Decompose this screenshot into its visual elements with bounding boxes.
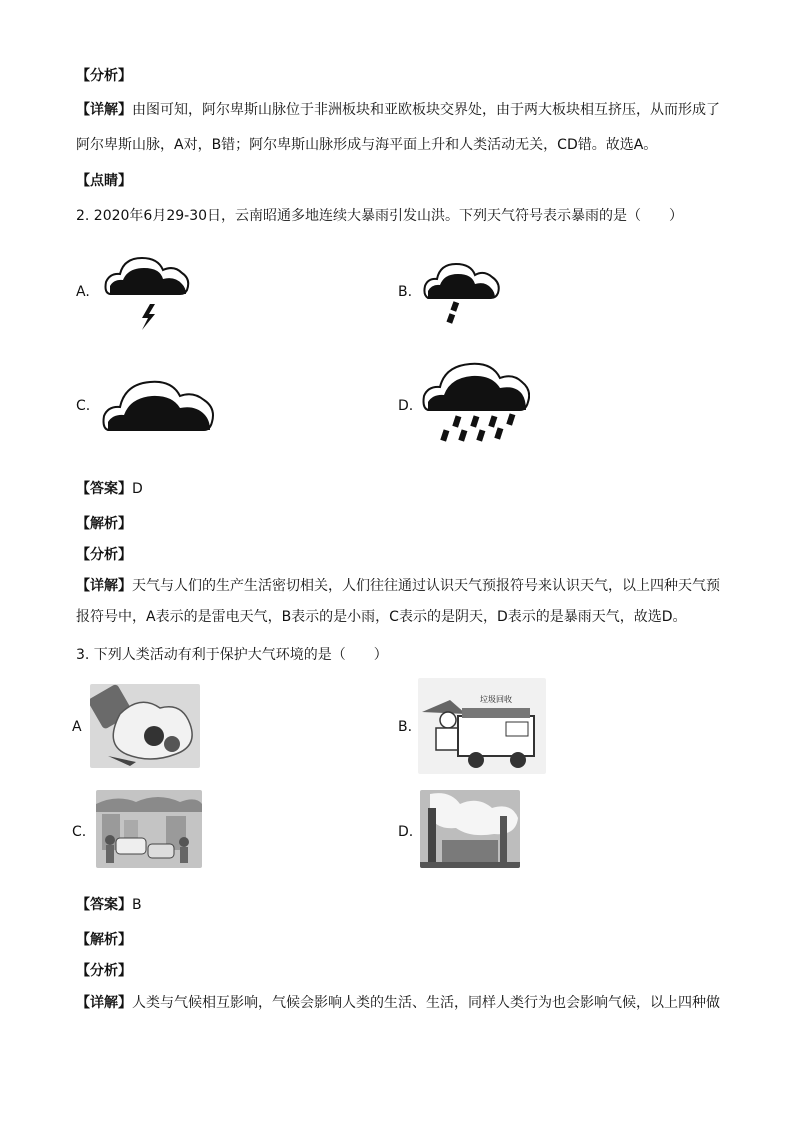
q3-option-d-label: D. (398, 824, 414, 840)
truck-sign-text: 垃圾回收 (480, 695, 512, 704)
fireworks-smoke-image (90, 684, 200, 768)
recycling-truck-image (418, 678, 546, 774)
detail-paragraph-line2: 阿尔卑斯山脉，A对，B错；阿尔卑斯山脉形成与海平面上升和人类活动无关，CD错。故选A。 (76, 137, 658, 153)
answer-value: B (132, 897, 142, 913)
thunderstorm-icon (100, 246, 195, 336)
q2-option-b-label: B. (398, 284, 413, 300)
answer-value: D (132, 481, 143, 497)
q2-detail-line2: 报符号中，A表示的是雷电天气，B表示的是小雨，C表示的是阴天，D表示的是暴雨天气，故选D。 (76, 609, 687, 625)
q2-option-c-label: C. (76, 398, 91, 414)
q3-detail-line1 (76, 993, 720, 1013)
detail-text: 由图可知，阿尔卑斯山脉位于非洲板块和亚欧板块交界处，由于两大板块相互挤压，从而形成了 (132, 102, 720, 118)
q3-analysis-heading: 【分析】 (76, 963, 132, 979)
q2-detail-line1 (76, 576, 720, 596)
q3-option-a-label: A (72, 719, 82, 735)
analysis-heading: 【分析】 (76, 68, 132, 84)
detail-paragraph-line1 (76, 100, 720, 120)
q3-answer-line (76, 895, 142, 915)
rainstorm-icon (420, 352, 530, 452)
factory-smoke-image (420, 790, 520, 868)
overcast-icon (100, 362, 225, 442)
q3-explanation-heading: 【解析】 (76, 932, 132, 948)
detail-tag: 【详解】 (76, 578, 132, 594)
detail-text: 人类与气候相互影响，气候会影响人类的生活、生活，同样人类行为也会影响气候，以上四种做 (132, 995, 720, 1011)
q2-option-a-label: A. (76, 284, 90, 300)
detail-tag: 【详解】 (76, 995, 132, 1011)
question-2-stem: 2. 2020年6月29-30日，云南昭通多地连续大暴雨引发山洪。下列天气符号表示暴雨的是（ ） (76, 208, 684, 224)
q3-option-c-label: C. (72, 824, 87, 840)
q2-analysis-heading: 【分析】 (76, 547, 132, 563)
detail-text: 天气与人们的生产生活密切相关，人们往往通过认识天气预报符号来认识天气，以上四种天气预 (132, 578, 720, 594)
q2-answer-line (76, 479, 143, 499)
light-rain-icon (422, 240, 507, 330)
traffic-smog-image (96, 790, 202, 868)
answer-tag: 【答案】 (76, 897, 132, 913)
answer-tag: 【答案】 (76, 481, 132, 497)
detail-tag: 【详解】 (76, 102, 132, 118)
q2-explanation-heading: 【解析】 (76, 516, 132, 532)
highlight-heading: 【点睛】 (76, 173, 132, 189)
question-3-stem: 3. 下列人类活动有利于保护大气环境的是（ ） (76, 647, 388, 663)
q3-option-b-label: B. (398, 719, 413, 735)
q2-option-d-label: D. (398, 398, 414, 414)
